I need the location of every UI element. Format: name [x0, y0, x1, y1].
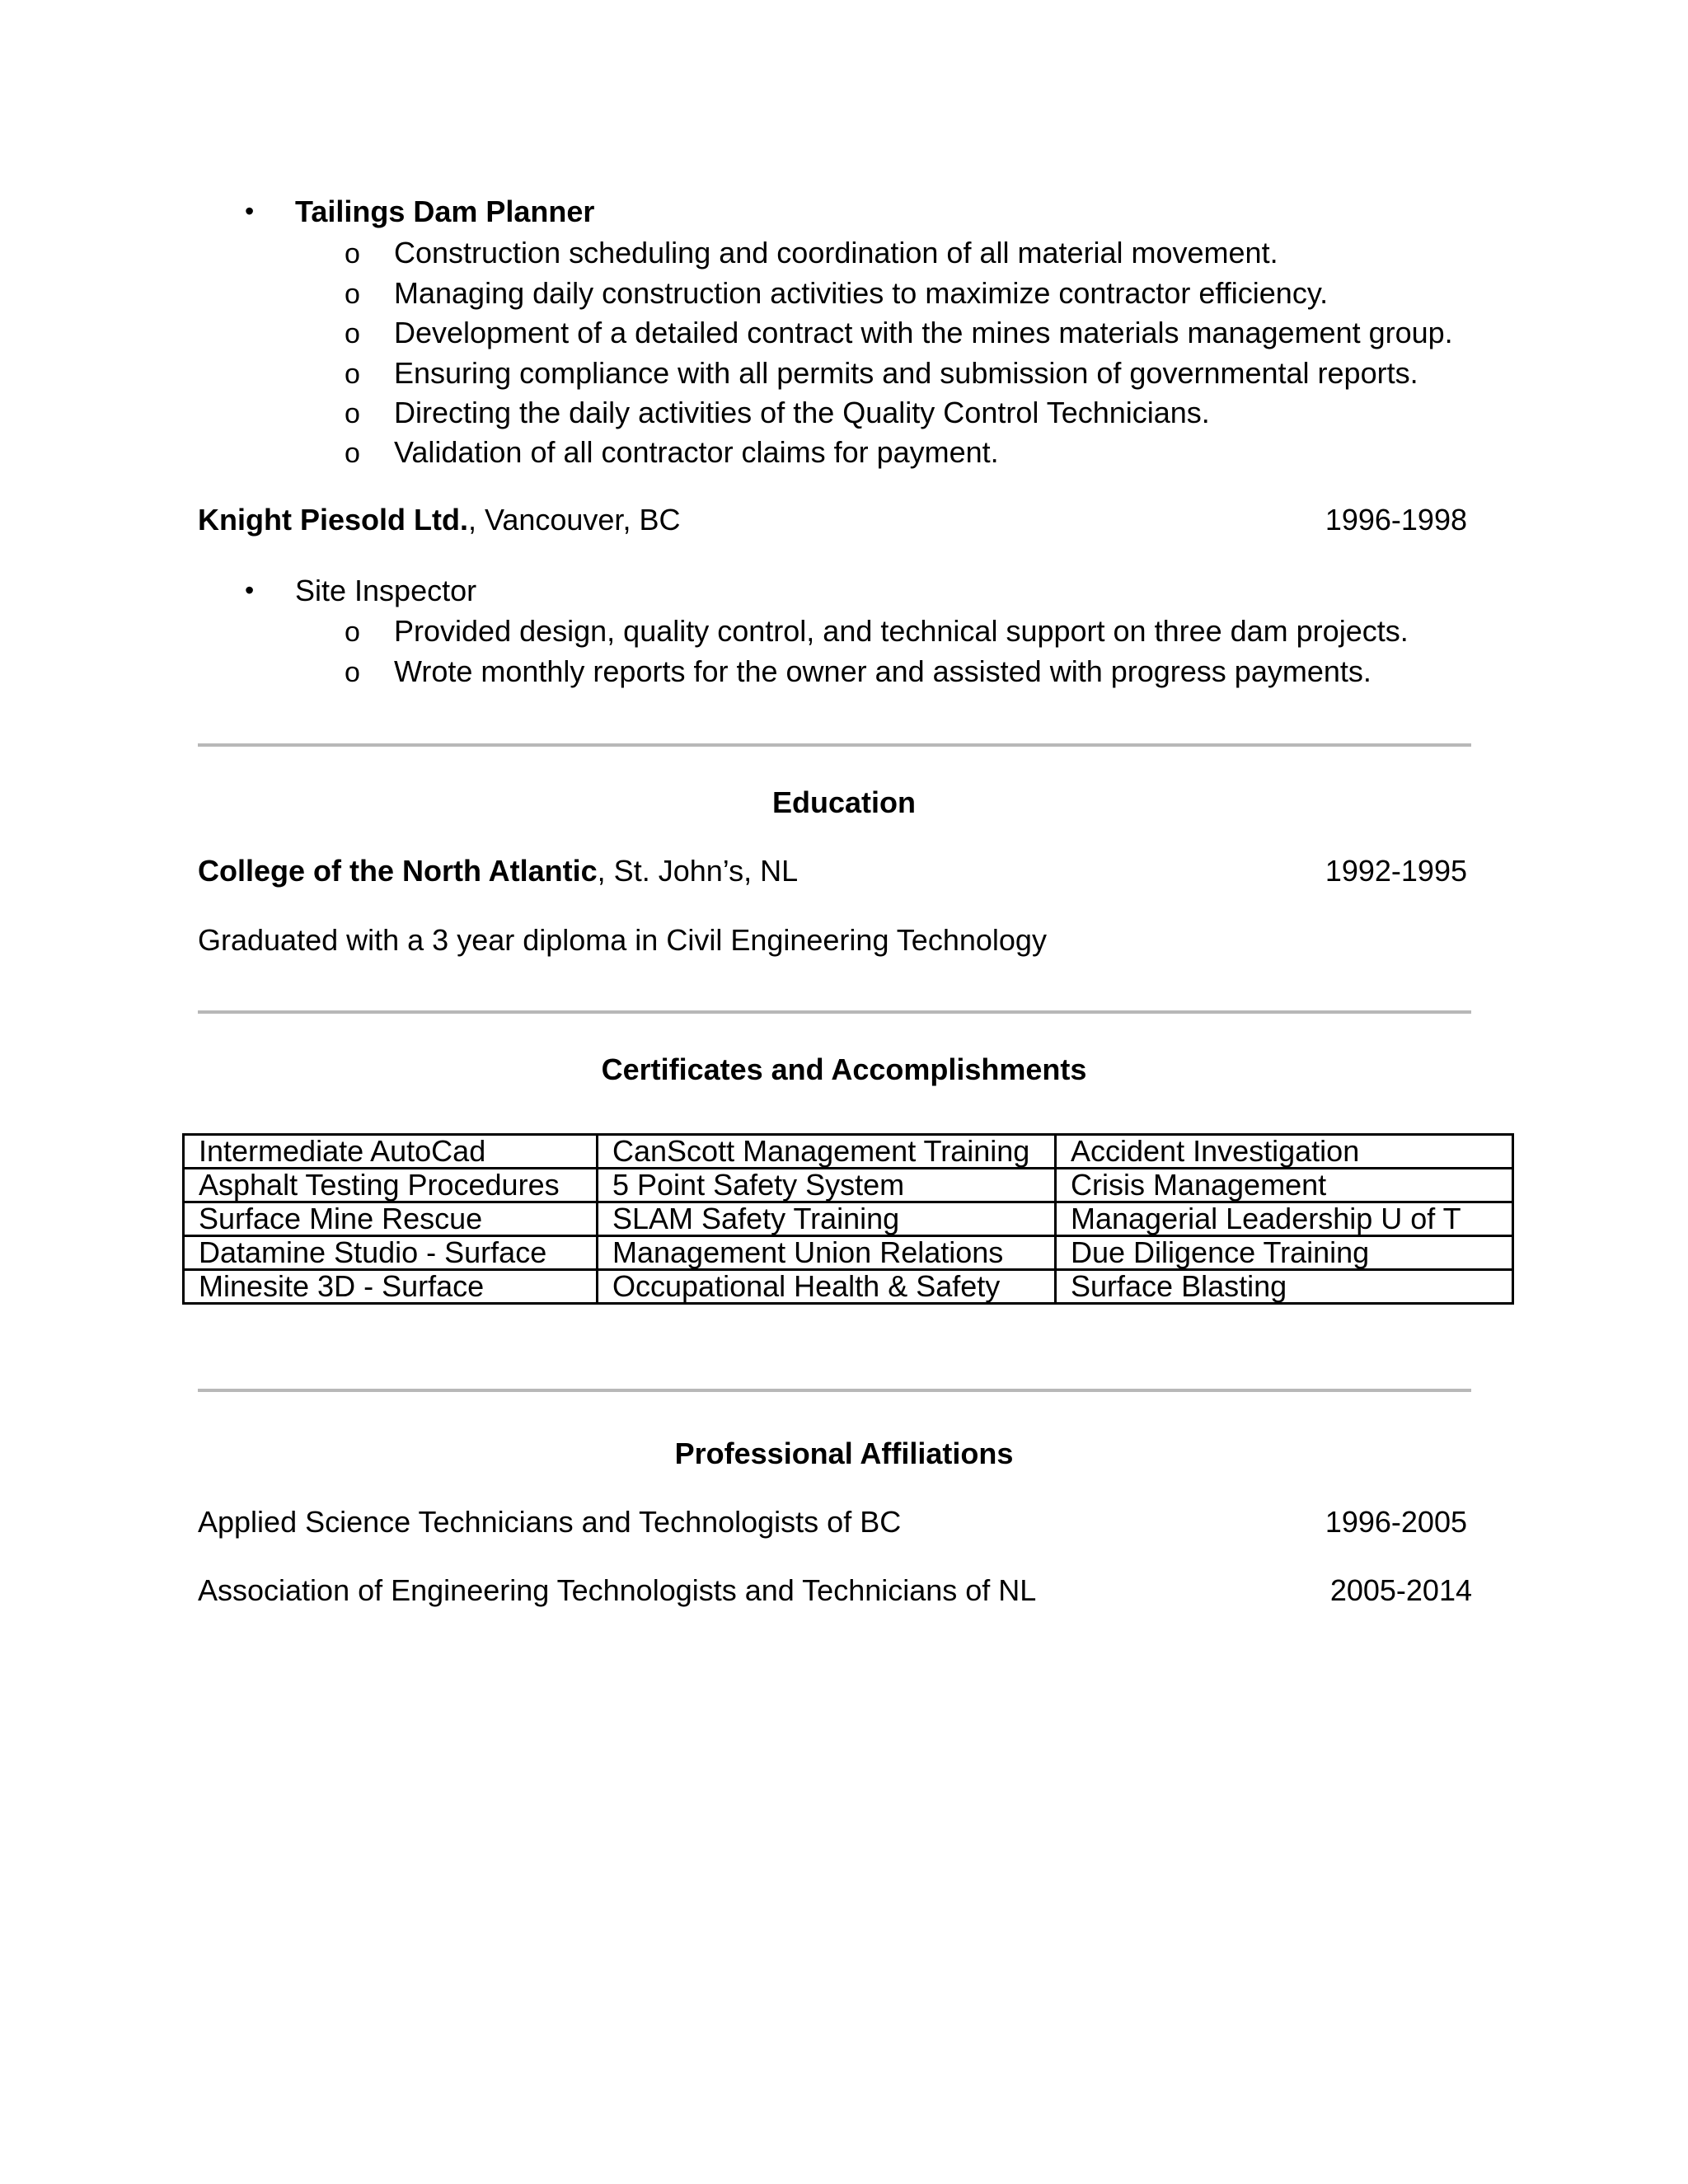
- sub-bullet-icon: o: [345, 238, 360, 269]
- sub-bullet-icon: o: [345, 657, 360, 688]
- school-line: [198, 854, 798, 888]
- table-cell: Minesite 3D - Surface: [184, 1270, 598, 1304]
- job-duty-item: Construction scheduling and coordination of all material movement.: [394, 236, 1278, 269]
- table-row: [184, 1270, 1513, 1304]
- table-cell: SLAM Safety Training: [598, 1202, 1056, 1236]
- employer-name: Knight Piesold Ltd.: [198, 503, 468, 537]
- job-duty-item: Wrote monthly reports for the owner and assisted with progress payments.: [394, 654, 1372, 688]
- school-name: College of the North Atlantic: [198, 854, 598, 888]
- affiliation-name: Association of Engineering Technologists and Technicians of NL: [198, 1573, 1037, 1607]
- sub-bullet-icon: o: [345, 279, 360, 310]
- table-cell: Surface Mine Rescue: [184, 1202, 598, 1236]
- school-location: , St. John’s, NL: [597, 854, 799, 888]
- education-description: Graduated with a 3 year diploma in Civil Engineering Technology: [198, 923, 1047, 957]
- job-duty-item: Ensuring compliance with all permits and submission of governmental reports.: [394, 356, 1418, 390]
- sub-bullet-icon: o: [345, 398, 360, 429]
- school-dates: 1992-1995: [1325, 854, 1467, 888]
- table-cell: Occupational Health & Safety: [598, 1270, 1056, 1304]
- section-heading-education: Education: [771, 785, 916, 819]
- table-cell: Due Diligence Training: [1056, 1236, 1513, 1270]
- table-row: [184, 1236, 1513, 1270]
- table-cell: Managerial Leadership U of T: [1056, 1202, 1513, 1236]
- job-duty-item: Managing daily construction activities to maximize contractor efficiency.: [394, 276, 1329, 310]
- table-cell: Intermediate AutoCad: [184, 1135, 598, 1169]
- table-cell: Surface Blasting: [1056, 1270, 1513, 1304]
- bullet-icon: •: [245, 575, 255, 605]
- table-cell: Asphalt Testing Procedures: [184, 1169, 598, 1202]
- employer-dates: 1996-1998: [1325, 503, 1467, 537]
- section-heading-affiliations: Professional Affiliations: [674, 1436, 1014, 1470]
- sub-bullet-icon: o: [345, 438, 360, 469]
- table-cell: CanScott Management Training: [598, 1135, 1056, 1169]
- section-divider: [198, 1010, 1471, 1014]
- sub-bullet-icon: o: [345, 318, 360, 349]
- table-row: [184, 1169, 1513, 1202]
- affiliation-dates: 2005-2014: [1329, 1573, 1472, 1607]
- table-cell: Accident Investigation: [1056, 1135, 1513, 1169]
- employer-location: , Vancouver, BC: [467, 503, 681, 537]
- table-cell: Datamine Studio - Surface: [184, 1236, 598, 1270]
- sub-bullet-icon: o: [345, 616, 360, 648]
- affiliation-name: Applied Science Technicians and Technologists of BC: [198, 1505, 902, 1539]
- table-row: [184, 1202, 1513, 1236]
- job-duty-item: Development of a detailed contract with the mines materials management group.: [394, 316, 1453, 349]
- bullet-icon: •: [245, 196, 255, 226]
- table-cell: Management Union Relations: [598, 1236, 1056, 1270]
- job-duty-item: Directing the daily activities of the Quality Control Technicians.: [394, 396, 1210, 429]
- certificates-table: [182, 1133, 1514, 1305]
- job-duty-item: Provided design, quality control, and technical support on three dam projects.: [394, 614, 1409, 648]
- employer-line: [198, 503, 680, 537]
- job-duty-item: Validation of all contractor claims for payment.: [394, 435, 999, 469]
- section-heading-certificates: Certificates and Accomplishments: [601, 1052, 1087, 1086]
- table-cell: 5 Point Safety System: [598, 1169, 1056, 1202]
- section-divider: [198, 743, 1471, 747]
- sub-bullet-icon: o: [345, 359, 360, 390]
- affiliation-dates: 1996-2005: [1325, 1505, 1467, 1539]
- table-row: [184, 1135, 1513, 1169]
- section-divider: [198, 1389, 1471, 1392]
- job-role-title: Tailings Dam Planner: [295, 194, 595, 228]
- job-role-title: Site Inspector: [295, 574, 477, 607]
- table-cell: Crisis Management: [1056, 1169, 1513, 1202]
